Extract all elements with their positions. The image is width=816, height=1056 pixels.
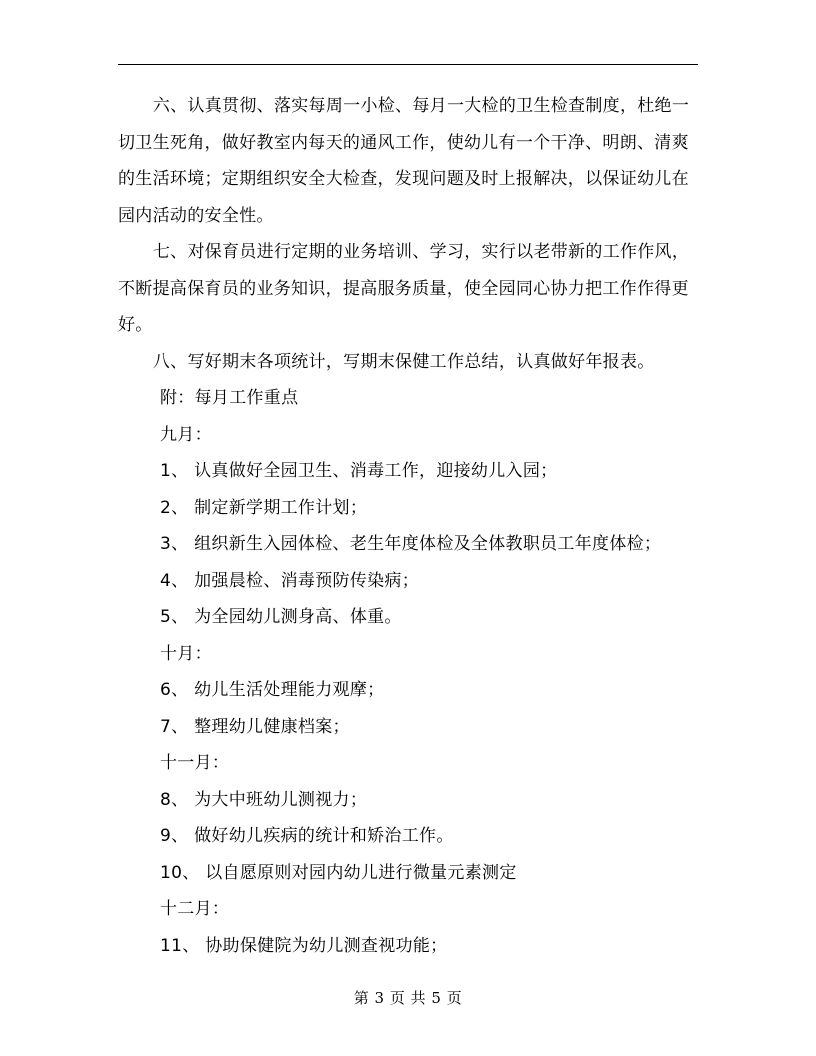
list-item: 9、 做好幼儿疾病的统计和矫治工作。	[160, 826, 454, 846]
list-item: 11、 协助保健院为幼儿测查视功能；	[160, 935, 448, 956]
list-item: 8、 为大中班幼儿测视力；	[160, 789, 368, 810]
list-item: 3、 组织新生入园体检、老生年度体检及全体教职员工年度体检；	[160, 534, 662, 554]
list-item: 4、 加强晨检、消毒预防传染病；	[160, 570, 420, 591]
list-item: 1、 认真做好全园卫生、消毒工作，迎接幼儿入园；	[160, 461, 558, 481]
month-heading-december: 十二月：	[160, 899, 230, 919]
list-item: 10、 以自愿原则对园内幼儿进行微量元素测定	[160, 862, 517, 883]
header-rule	[118, 64, 698, 65]
month-heading-october: 十月：	[160, 643, 212, 664]
paragraph-8: 八、写好期末各项统计，写期末保健工作总结，认真做好年报表。	[152, 351, 655, 372]
appendix-heading: 附：每月工作重点	[160, 388, 299, 408]
list-item: 2、 制定新学期工作计划；	[160, 497, 368, 518]
document-body	[118, 88, 706, 964]
month-heading-september: 九月：	[160, 424, 212, 445]
month-heading-november: 十一月：	[160, 753, 230, 773]
list-item: 5、 为全园幼儿测身高、体重。	[160, 607, 402, 627]
page-number-footer: 第 3 页 共 5 页	[353, 989, 463, 1007]
paragraph-7: 七、对保育员进行定期的业务培训、学习，实行以老带新的工作作风，不断提高保育员的业务知识，提高服务质量，使全园同心协力把工作作得更好。	[118, 242, 690, 335]
list-item: 6、 幼儿生活处理能力观摩；	[160, 680, 385, 700]
list-item: 7、 整理幼儿健康档案；	[160, 716, 350, 737]
paragraph-6: 六、认真贯彻、落实每周一小检、每月一大检的卫生检查制度，杜绝一切卫生死角，做好教室内每天的通风工作，使幼儿有一个干净、明朗、清爽的生活环境；定期组织安全大检查，发现问题及时上报解决，以保证幼儿在园内活动的安全性。	[118, 96, 690, 226]
